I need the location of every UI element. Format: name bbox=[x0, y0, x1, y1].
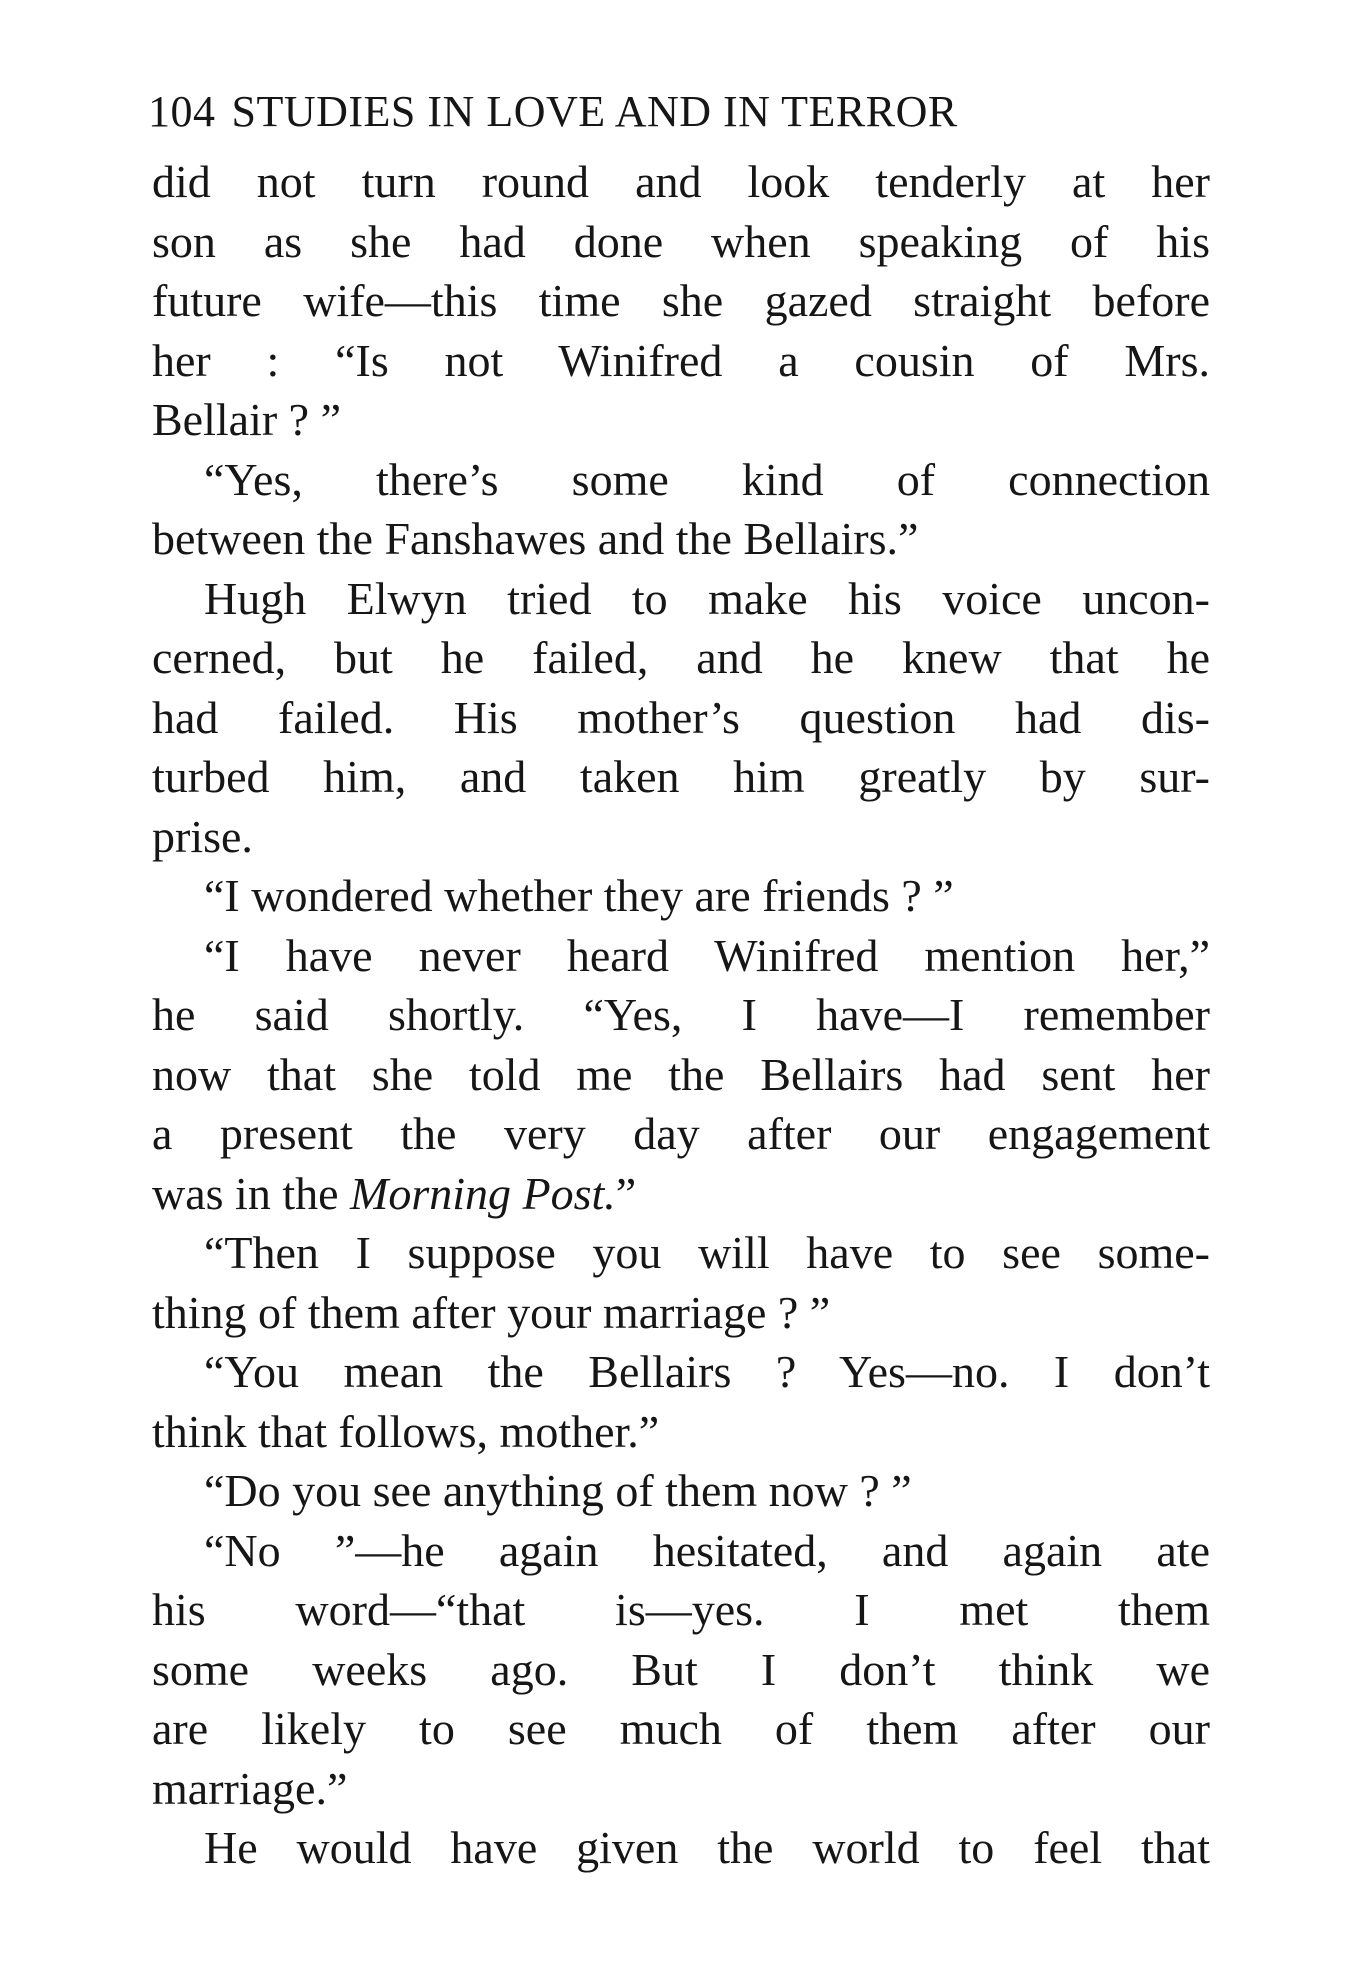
text-line bbox=[152, 688, 1210, 748]
text-line bbox=[152, 1164, 1210, 1224]
text-line bbox=[152, 1461, 1210, 1521]
text-line-content: his word—“that is—yes. I met them bbox=[152, 1584, 1210, 1635]
text-line bbox=[152, 1104, 1210, 1164]
text-line bbox=[152, 747, 1210, 807]
text-line bbox=[152, 1759, 1210, 1819]
text-line-content: had failed. His mother’s question had dis- bbox=[152, 691, 1210, 743]
text-line-content: “I wondered whether they are friends ? ” bbox=[204, 870, 954, 921]
text-line-content: Bellair ? ” bbox=[152, 394, 342, 445]
italic-title: Morning Post. bbox=[350, 1167, 616, 1219]
text-line-content: prise. bbox=[152, 810, 253, 862]
text-line bbox=[152, 1342, 1210, 1402]
text-line-content: turbed him, and taken him greatly by sur- bbox=[152, 751, 1210, 802]
text-line-content: “Then I suppose you will have to see some- bbox=[204, 1227, 1210, 1278]
text-line-content: Hugh Elwyn tried to make his voice uncon- bbox=[204, 572, 1210, 624]
closing-quote: ” bbox=[615, 1167, 637, 1219]
text-line bbox=[152, 628, 1210, 688]
text-line-content: now that she told me the Bellairs had sent her bbox=[152, 1048, 1210, 1100]
text-line-content: “Do you see anything of them now ? ” bbox=[204, 1465, 912, 1516]
text-line-content: “No ”—he again hesitated, and again ate bbox=[204, 1524, 1210, 1576]
text-line-content: “I have never heard Winifred mention her,” bbox=[204, 929, 1210, 981]
text-line-content: cerned, but he failed, and he knew that he bbox=[152, 632, 1210, 683]
text-line-content: some weeks ago. But I don’t think we bbox=[152, 1643, 1210, 1695]
text-line bbox=[152, 1818, 1210, 1878]
text-line bbox=[152, 1580, 1210, 1640]
text-line-content: thing of them after your marriage ? ” bbox=[152, 1286, 831, 1338]
text-line bbox=[152, 271, 1210, 331]
text-line bbox=[152, 807, 1210, 867]
text-line-content: “Yes, there’s some kind of connection bbox=[204, 453, 1210, 505]
text-line bbox=[152, 569, 1210, 629]
text-line bbox=[152, 1640, 1210, 1700]
page-body-text bbox=[152, 152, 1210, 1878]
text-line-content: marriage.” bbox=[152, 1762, 348, 1814]
text-line bbox=[152, 152, 1210, 212]
text-line bbox=[152, 212, 1210, 272]
text-line-content: was in the bbox=[152, 1167, 351, 1219]
text-line-content: think that follows, mother.” bbox=[152, 1405, 660, 1457]
text-line-content: did not turn round and look tenderly at her bbox=[152, 156, 1210, 207]
text-line bbox=[152, 1045, 1210, 1105]
text-line bbox=[152, 1402, 1210, 1462]
text-line bbox=[152, 926, 1210, 986]
text-line-content: He would have given the world to feel that bbox=[204, 1822, 1210, 1873]
text-line bbox=[152, 866, 1210, 926]
text-line-content: he said shortly. “Yes, I have—I remember bbox=[152, 989, 1210, 1040]
text-line bbox=[152, 390, 1210, 450]
text-line-content: future wife—this time she gazed straight before bbox=[152, 275, 1210, 326]
running-header bbox=[148, 82, 1208, 142]
page-number: 104 bbox=[148, 87, 216, 136]
text-line bbox=[152, 331, 1210, 391]
text-line-content: her : “Is not Winifred a cousin of Mrs. bbox=[152, 334, 1210, 386]
text-line bbox=[152, 1521, 1210, 1581]
text-line bbox=[152, 1283, 1210, 1343]
text-line bbox=[152, 509, 1210, 569]
text-line-content: a present the very day after our engagement bbox=[152, 1108, 1210, 1159]
text-line bbox=[152, 1699, 1210, 1759]
text-line-content: son as she had done when speaking of his bbox=[152, 215, 1210, 267]
text-line-content: between the Fanshawes and the Bellairs.” bbox=[152, 513, 919, 564]
text-line bbox=[152, 1223, 1210, 1283]
text-line-content: are likely to see much of them after our bbox=[152, 1703, 1210, 1754]
text-line-content: “You mean the Bellairs ? Yes—no. I don’t bbox=[204, 1346, 1210, 1397]
text-line bbox=[152, 985, 1210, 1045]
text-line bbox=[152, 450, 1210, 510]
running-title: STUDIES IN LOVE AND IN TERROR bbox=[231, 87, 958, 136]
